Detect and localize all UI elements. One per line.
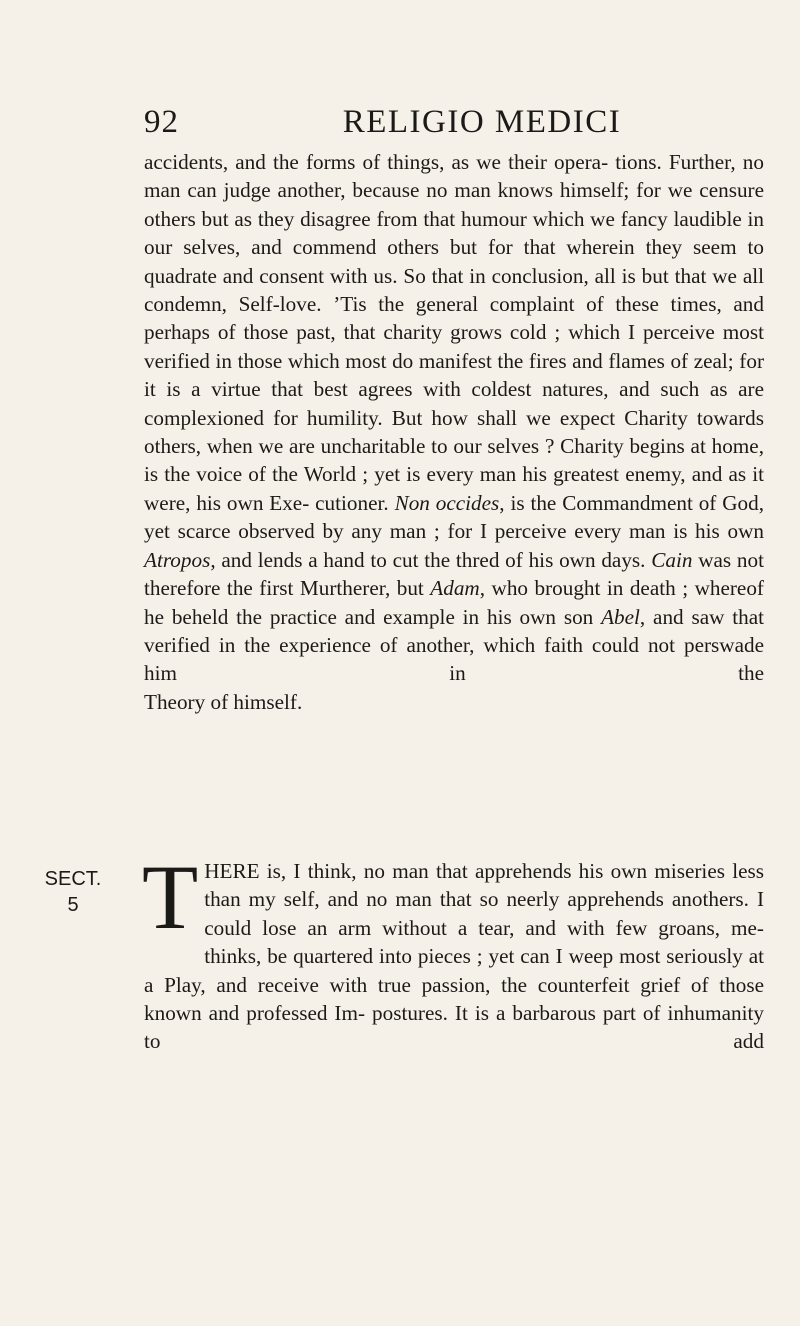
section-text: HERE is, I think, no man that apprehends his own miseries less than my self, and no man that so neerly apprehends anothers. I could lose an arm without a tear, and with few groans, me- thinks, be quartered into pieces ; yet can I weep most seriously at a Play, and receive with true passion, the counterfeit grief of those known and professed Im- postures. It is a barbarous part of inhumanity to add bbox=[144, 859, 764, 1054]
text-run: , is the Commandment of God, yet scarce observed by any man ; for I perceive every man is his own bbox=[144, 490, 765, 544]
running-head bbox=[144, 104, 764, 144]
drop-cap: T bbox=[142, 846, 199, 948]
text-run: , who brought in death ; whereof he beheld the practice and example in his own son bbox=[144, 576, 764, 629]
text-run: , and saw that verified in the experience of another, which faith could not perswade him in the bbox=[144, 604, 764, 686]
section-paragraph bbox=[142, 846, 764, 1056]
text-run: , and lends a hand to cut the thred of his own days. bbox=[210, 547, 646, 572]
running-title: RELIGIO MEDICI bbox=[342, 104, 622, 140]
italic-phrase: Abel bbox=[601, 604, 640, 629]
text-run: was not therefore the first Murtherer, but bbox=[144, 547, 765, 601]
section-label: SECT. bbox=[44, 868, 102, 890]
italic-phrase: Cain bbox=[651, 547, 693, 572]
italic-phrase: Non occides bbox=[394, 490, 500, 515]
italic-phrase: Atropos bbox=[144, 547, 211, 572]
paragraph-text bbox=[144, 148, 764, 688]
text-run: accidents, and the forms of things, as we their opera- tions. Further, no man can judge another, because no man knows himself; for we censure others but as they disagree from that humour which we fancy laudible in our selves, and commend others but for that wherein they seem to quadrate and consent with us. So that in conclusion, all is but that we all condemn, Self-love. ’Tis the general complaint of these times, and perhaps of those past, that charity grows cold ; which I perceive most verified in those which most do manifest the fires and flames of zeal; for it is a virtue that best agrees with coldest natures, and such as are complexioned for humility. But how shall we expect Charity towards others, when we are uncharitable to our selves ? Charity begins at home, is the voice of the World ; yet is every man his greatest enemy, and as it were, his own Exe- cutioner. bbox=[144, 150, 764, 515]
section-number: 5 bbox=[67, 894, 79, 916]
main-paragraph bbox=[144, 148, 764, 716]
page-number: 92 bbox=[144, 104, 179, 140]
paragraph-last-line: Theory of himself. bbox=[144, 689, 303, 714]
section-marker bbox=[38, 866, 108, 918]
italic-phrase: Adam bbox=[430, 576, 480, 601]
